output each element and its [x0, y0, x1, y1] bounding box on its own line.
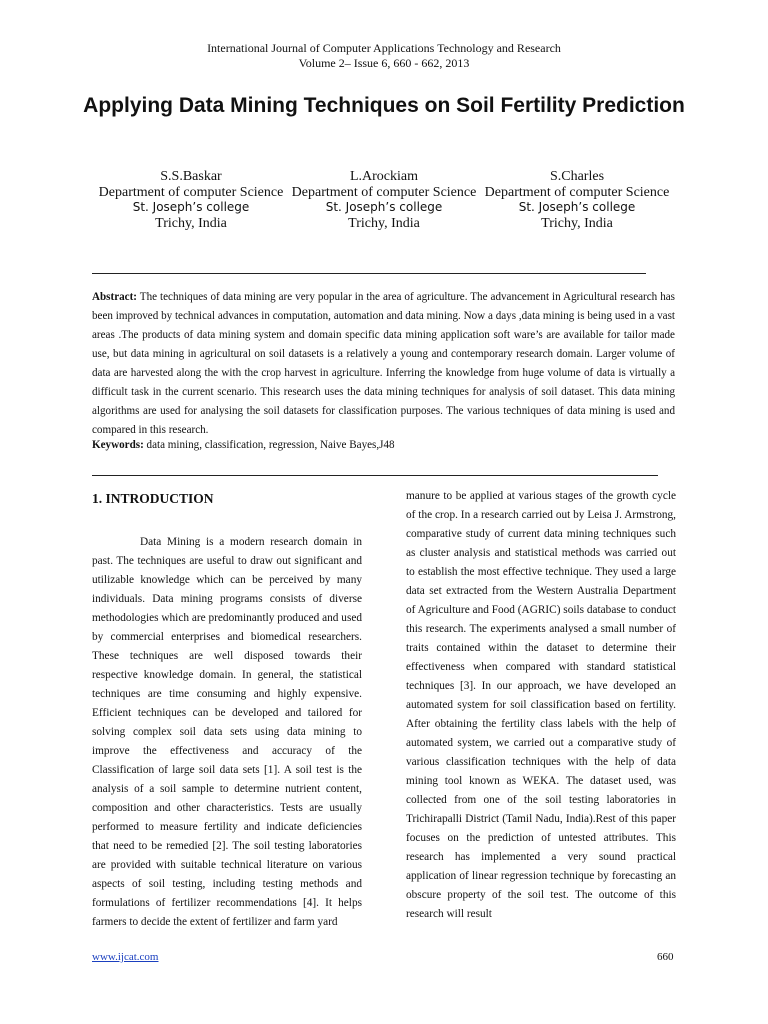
- journal-name: International Journal of Computer Applications Technology and Research: [207, 41, 561, 55]
- author-location: Trichy, India: [541, 215, 613, 231]
- abstract-label: Abstract:: [92, 291, 137, 303]
- author-block: [96, 169, 286, 231]
- author-college: St. Joseph’s college: [518, 200, 636, 214]
- keywords-text: data mining, classification, regression, Naive Bayes,J48: [146, 439, 395, 451]
- author-block: [482, 169, 672, 231]
- author-college: St. Joseph’s college: [325, 200, 443, 214]
- abstract: [92, 288, 675, 440]
- introduction-paragraph-continued: manure to be applied at various stages of the growth cycle of the crop. In a research carried out by Leisa J. Armstrong, comparative study of current data mining techniques such as cluster analysis and statistical methods was carried out to establish the most effective technique. They used a large data set extracted from the Western Australia Department of Agriculture and Food (AGRIC) soils database to conduct this research. The experiments analysed a small number of traits contained within the dataset to determine their effectiveness when compared with standard statistical techniques [3]. In our approach, we have developed an automated system for soil classification based on fertility. After obtaining the fertility class labels with the help of automated system, we carried out a comparative study of various classification techniques with the help of data mining tool known as WEKA. The dataset used, was collected from one of the soil testing laboratories in Trichirapalli District (Tamil Nadu, India).Rest of this paper focuses on the prediction of untested attributes. This research has implemented a very sound practical application of linear regression technique by forecasting an obscure property of the soil test. The outcome of this research will result: [406, 490, 676, 920]
- author-department: Department of computer Science: [98, 184, 284, 200]
- page-number: 660: [657, 951, 674, 963]
- author-name: L.Arockiam: [349, 169, 419, 184]
- author-college: St. Joseph’s college: [132, 200, 250, 214]
- left-column: [92, 489, 362, 932]
- abstract-text: The techniques of data mining are very popular in the area of agriculture. The advancement in Agricultural research has been improved by technical advances in computation, automation and data mining. Now a days ,data mining is being used in a vast areas .The products of data mining system and domain specific data mining application soft ware’s are available for tailor made use, but data mining in agricultural on soil datasets is a relatively a young and contemporary research domain. Larger volume of data are harvested along the with the crop harvest in agriculture. Inferring the knowledge from huge volume of data is virtually a difficult task in the current scenario. This research uses the data mining techniques for analysis of soil dataset. This data mining algorithms are used for analysing the soil datasets for classification purposes. The various techniques of data mining is used and compared in this research.: [92, 291, 676, 436]
- author-department: Department of computer Science: [484, 184, 670, 200]
- divider: [92, 475, 658, 476]
- author-location: Trichy, India: [155, 215, 227, 231]
- keywords: [92, 438, 675, 453]
- author-list: [96, 169, 672, 231]
- author-block: [289, 169, 479, 231]
- author-name: S.Charles: [549, 169, 605, 184]
- journal-header: [0, 41, 768, 71]
- right-column: [406, 487, 676, 924]
- divider: [92, 273, 646, 274]
- author-department: Department of computer Science: [291, 184, 477, 200]
- journal-website-link[interactable]: www.ijcat.com: [92, 951, 159, 963]
- author-name: S.S.Baskar: [160, 169, 222, 184]
- introduction-paragraph: Data Mining is a modern research domain in past. The techniques are useful to draw out significant and utilizable knowledge which can be perceived by many individuals. Data mining programs consists of diverse methodologies which are predominantly produced and used by commercial enterprises and biomedical researchers. These techniques are well disposed towards their respective knowledge domain. In general, the statistical techniques are time consuming and highly expensive. Efficient techniques can be developed and tailored for solving complex soil data sets using data mining to improve the effectiveness and accuracy of the Classification of large soil data sets [1]. A soil test is the analysis of a soil sample to determine nutrient content, composition and other characteristics. Tests are usually performed to measure fertility and indicate deficiencies that need to be remedied [2]. The soil testing laboratories are provided with suitable technical literature on various aspects of soil testing, including testing methods and formulations of fertilizer recommendations [4]. It helps farmers to decide the extent of fertilizer and farm yard: [92, 536, 362, 928]
- author-location: Trichy, India: [348, 215, 420, 231]
- keywords-label: Keywords:: [92, 439, 144, 451]
- paper-title: Applying Data Mining Techniques on Soil Fertility Prediction: [83, 94, 685, 117]
- section-heading-introduction: 1. INTRODUCTION: [92, 491, 214, 506]
- journal-volume: Volume 2– Issue 6, 660 - 662, 2013: [298, 56, 470, 70]
